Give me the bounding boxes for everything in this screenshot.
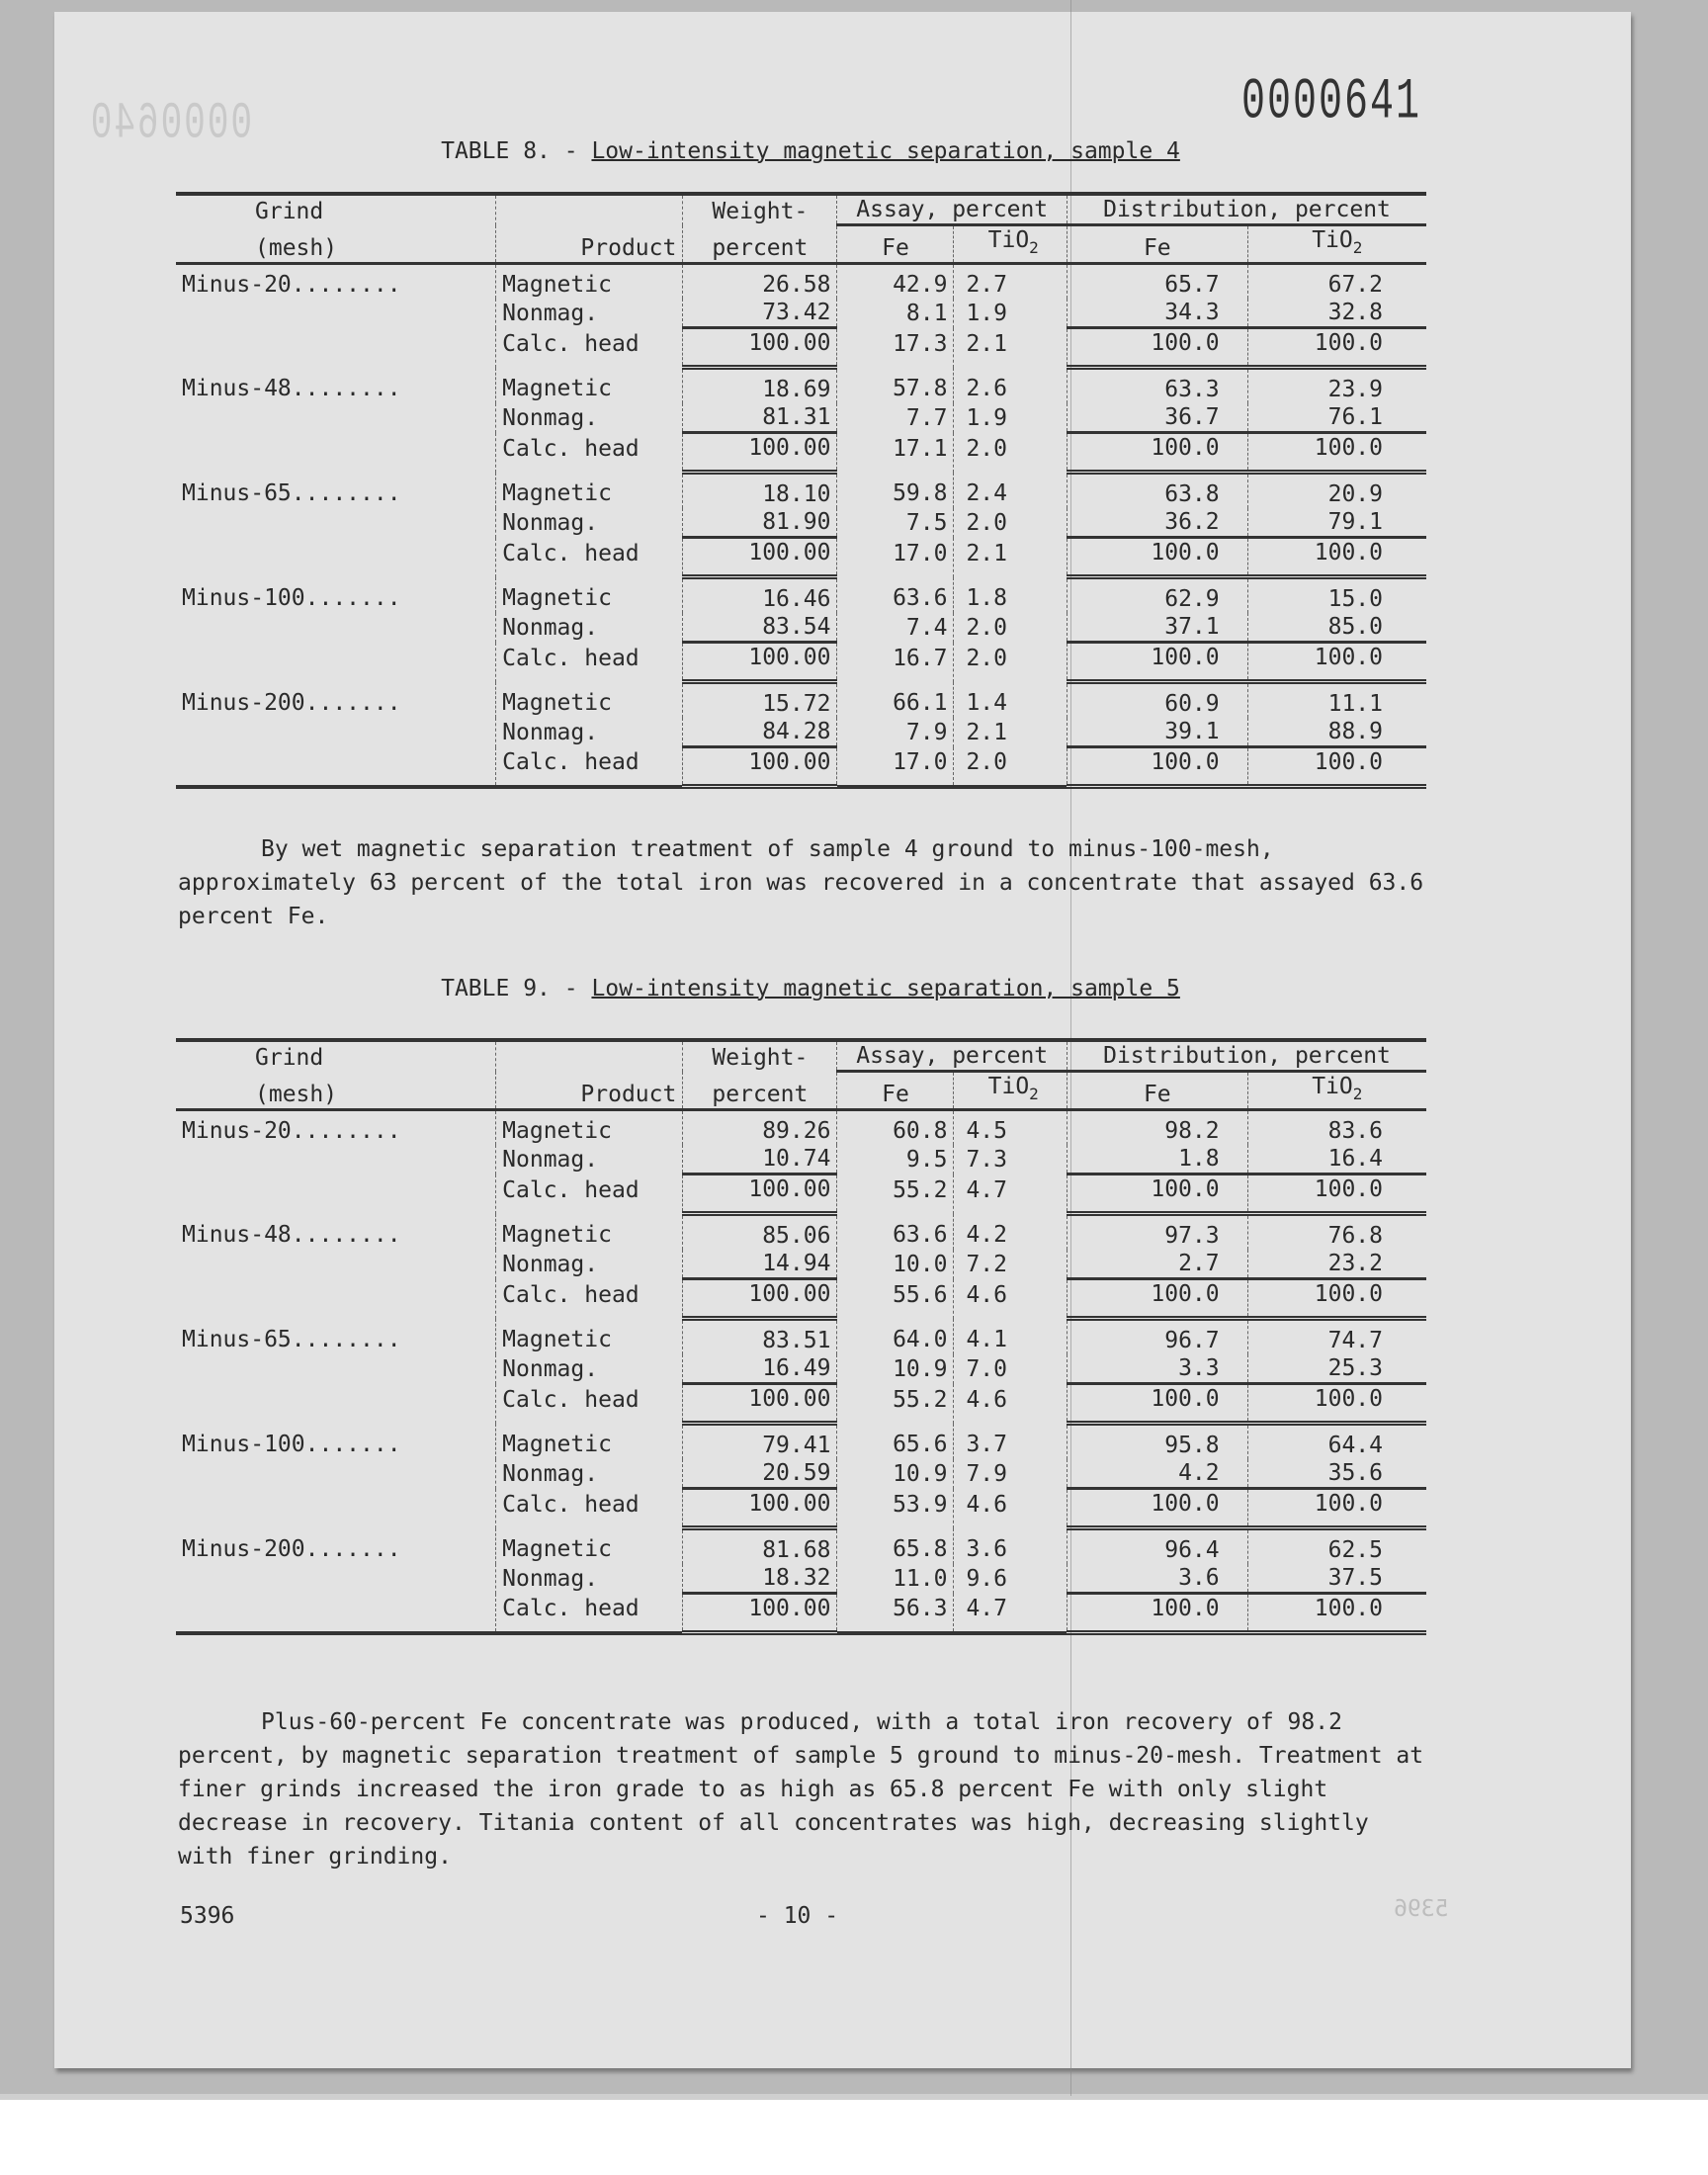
table-row (176, 613, 1426, 643)
weight-percent-cell: 26.58 (683, 264, 837, 300)
distribution-tio2-cell: 11.1 (1247, 682, 1426, 719)
distribution-fe-cell: 65.7 (1068, 264, 1248, 300)
product-cell: Calc. head (496, 643, 683, 682)
product-cell: Nonmag. (496, 1354, 683, 1384)
table8-caption: Low-intensity magnetic separation, sample 4 (591, 138, 1180, 164)
table-row (176, 1564, 1426, 1594)
distribution-fe-cell: 36.2 (1068, 508, 1248, 538)
grind-cell: Minus-20........ (182, 272, 401, 298)
distribution-tio2-cell: 37.5 (1247, 1564, 1426, 1594)
distribution-fe-cell: 3.3 (1068, 1354, 1248, 1384)
product-cell: Magnetic (496, 1110, 683, 1146)
assay-tio2-cell: 3.7 (954, 1424, 1068, 1460)
table-row (176, 1424, 1426, 1460)
assay-fe-cell: 11.0 (837, 1564, 954, 1594)
table-row (176, 1319, 1426, 1355)
assay-fe-cell: 57.8 (837, 368, 954, 404)
assay-fe-cell: 63.6 (837, 577, 954, 614)
table-row (176, 264, 1426, 300)
table-row (176, 1174, 1426, 1214)
header-dist-tio2 (1247, 225, 1426, 264)
distribution-fe-cell: 100.0 (1068, 1174, 1248, 1214)
distribution-tio2-cell: 88.9 (1247, 718, 1426, 747)
assay-tio2-cell: 7.0 (954, 1354, 1068, 1384)
grind-cell: Minus-65........ (182, 1326, 401, 1352)
product-cell: Calc. head (496, 1384, 683, 1424)
assay-fe-cell: 8.1 (837, 299, 954, 328)
paragraph-sample4 (178, 832, 1433, 933)
header-grind: Grind (255, 1044, 324, 1071)
assay-fe-cell: 7.5 (837, 508, 954, 538)
assay-tio2-cell: 3.6 (954, 1528, 1068, 1565)
distribution-fe-cell: 39.1 (1068, 718, 1248, 747)
product-cell: Calc. head (496, 328, 683, 368)
distribution-tio2-cell: 32.8 (1247, 299, 1426, 328)
header-product: Product (496, 225, 683, 264)
assay-fe-cell: 9.5 (837, 1145, 954, 1174)
distribution-fe-cell: 95.8 (1068, 1424, 1248, 1460)
assay-fe-cell: 55.2 (837, 1384, 954, 1424)
assay-tio2-cell: 1.4 (954, 682, 1068, 719)
distribution-fe-cell: 63.8 (1068, 473, 1248, 509)
assay-tio2-cell: 4.7 (954, 1594, 1068, 1633)
distribution-fe-cell: 96.7 (1068, 1319, 1248, 1355)
table-row (176, 368, 1426, 404)
product-cell: Calc. head (496, 747, 683, 787)
distribution-fe-cell: 100.0 (1068, 328, 1248, 368)
assay-tio2-cell: 4.6 (954, 1384, 1068, 1424)
product-cell: Nonmag. (496, 613, 683, 643)
distribution-tio2-cell: 100.0 (1247, 1594, 1426, 1633)
subscript: 2 (1352, 238, 1363, 257)
assay-tio2-cell: 1.9 (954, 299, 1068, 328)
header-assay-tio2 (954, 1072, 1068, 1110)
paragraph-sample5-text: Plus-60-percent Fe concentrate was produced, with a total iron recovery of 98.2 percent, by magnetic separation treatment of sample 5 ground to minus-20-mesh. Treatment at finer grinds increased the iron grade to as high as 65.8 percent Fe with only slight decrease in recovery. Titania content of all concentrates was high, decreasing slightly with finer grinding. (178, 1709, 1424, 1870)
header-grind: Grind (255, 198, 324, 224)
header-weight-percent: percent (683, 225, 837, 264)
header-grind-unit: (mesh) (176, 225, 496, 264)
table-row (176, 1594, 1426, 1633)
tio2-label: TiO (987, 227, 1030, 253)
assay-fe-cell: 64.0 (837, 1319, 954, 1355)
assay-fe-cell: 42.9 (837, 264, 954, 300)
distribution-tio2-cell: 76.8 (1247, 1214, 1426, 1251)
header-distribution: Distribution, percent (1068, 194, 1427, 225)
assay-tio2-cell: 9.6 (954, 1564, 1068, 1594)
distribution-tio2-cell: 100.0 (1247, 328, 1426, 368)
assay-fe-cell: 65.6 (837, 1424, 954, 1460)
weight-percent-cell: 100.00 (683, 747, 837, 787)
assay-tio2-cell: 7.9 (954, 1459, 1068, 1489)
product-cell: Nonmag. (496, 299, 683, 328)
product-cell: Magnetic (496, 473, 683, 509)
distribution-tio2-cell: 62.5 (1247, 1528, 1426, 1565)
distribution-tio2-cell: 100.0 (1247, 538, 1426, 577)
assay-tio2-cell: 4.6 (954, 1489, 1068, 1528)
weight-percent-cell: 100.00 (683, 1489, 837, 1528)
assay-tio2-cell: 7.2 (954, 1250, 1068, 1279)
subscript: 2 (1352, 1085, 1363, 1103)
header-dist-fe: Fe (1068, 225, 1248, 264)
distribution-fe-cell: 63.3 (1068, 368, 1248, 404)
weight-percent-cell: 10.74 (683, 1145, 837, 1174)
table-row (176, 577, 1426, 614)
weight-percent-cell: 14.94 (683, 1250, 837, 1279)
paragraph-sample5 (178, 1705, 1433, 1873)
distribution-tio2-cell: 20.9 (1247, 473, 1426, 509)
product-cell: Nonmag. (496, 1250, 683, 1279)
assay-fe-cell: 66.1 (837, 682, 954, 719)
assay-fe-cell: 60.8 (837, 1110, 954, 1146)
header-assay-fe: Fe (837, 225, 954, 264)
assay-tio2-cell: 2.0 (954, 643, 1068, 682)
assay-fe-cell: 17.0 (837, 538, 954, 577)
table-row (176, 508, 1426, 538)
table-row (176, 403, 1426, 433)
assay-tio2-cell: 4.5 (954, 1110, 1068, 1146)
weight-percent-cell: 100.00 (683, 328, 837, 368)
table-row (176, 1459, 1426, 1489)
assay-tio2-cell: 2.0 (954, 613, 1068, 643)
table-row (176, 473, 1426, 509)
weight-percent-cell: 84.28 (683, 718, 837, 747)
distribution-fe-cell: 62.9 (1068, 577, 1248, 614)
header-weight: Weight- (683, 1040, 837, 1072)
header-dist-fe: Fe (1068, 1072, 1248, 1110)
distribution-fe-cell: 100.0 (1068, 1489, 1248, 1528)
grind-cell: Minus-48........ (182, 375, 401, 401)
header-assay-fe: Fe (837, 1072, 954, 1110)
product-cell: Nonmag. (496, 403, 683, 433)
document-number: 0000641 (1240, 71, 1421, 136)
weight-percent-cell: 83.54 (683, 613, 837, 643)
distribution-fe-cell: 3.6 (1068, 1564, 1248, 1594)
product-cell: Nonmag. (496, 1564, 683, 1594)
weight-percent-cell: 16.49 (683, 1354, 837, 1384)
product-cell: Nonmag. (496, 1459, 683, 1489)
assay-tio2-cell: 7.3 (954, 1145, 1068, 1174)
assay-fe-cell: 7.7 (837, 403, 954, 433)
assay-fe-cell: 55.6 (837, 1279, 954, 1319)
distribution-tio2-cell: 100.0 (1247, 1279, 1426, 1319)
product-cell: Magnetic (496, 682, 683, 719)
product-cell: Magnetic (496, 368, 683, 404)
assay-tio2-cell: 2.0 (954, 508, 1068, 538)
assay-fe-cell: 10.9 (837, 1354, 954, 1384)
product-cell: Calc. head (496, 433, 683, 473)
assay-tio2-cell: 2.1 (954, 538, 1068, 577)
distribution-tio2-cell: 100.0 (1247, 1384, 1426, 1424)
product-cell: Nonmag. (496, 508, 683, 538)
header-assay: Assay, percent (837, 194, 1068, 225)
distribution-fe-cell: 60.9 (1068, 682, 1248, 719)
weight-percent-cell: 100.00 (683, 1279, 837, 1319)
distribution-fe-cell: 4.2 (1068, 1459, 1248, 1489)
weight-percent-cell: 81.90 (683, 508, 837, 538)
weight-percent-cell: 100.00 (683, 538, 837, 577)
assay-tio2-cell: 2.1 (954, 718, 1068, 747)
assay-fe-cell: 7.4 (837, 613, 954, 643)
distribution-tio2-cell: 100.0 (1247, 643, 1426, 682)
tio2-label: TiO (1312, 1074, 1353, 1099)
assay-fe-cell: 56.3 (837, 1594, 954, 1633)
weight-percent-cell: 89.26 (683, 1110, 837, 1146)
table9-title (178, 976, 1443, 1001)
bleed-through-document-number: 0000640 (88, 94, 252, 153)
assay-tio2-cell: 2.6 (954, 368, 1068, 404)
weight-percent-cell: 18.32 (683, 1564, 837, 1594)
assay-fe-cell: 10.9 (837, 1459, 954, 1489)
subscript: 2 (1029, 1085, 1039, 1103)
weight-percent-cell: 83.51 (683, 1319, 837, 1355)
weight-percent-cell: 100.00 (683, 1594, 837, 1633)
weight-percent-cell: 100.00 (683, 1384, 837, 1424)
product-cell: Magnetic (496, 264, 683, 300)
weight-percent-cell: 15.72 (683, 682, 837, 719)
table-row (176, 1145, 1426, 1174)
weight-percent-cell: 73.42 (683, 299, 837, 328)
header-weight-percent: percent (683, 1072, 837, 1110)
table8-label: TABLE 8. - (441, 138, 578, 164)
distribution-tio2-cell: 74.7 (1247, 1319, 1426, 1355)
table-row (176, 747, 1426, 787)
table-row (176, 1110, 1426, 1146)
distribution-fe-cell: 100.0 (1068, 747, 1248, 787)
product-cell: Calc. head (496, 1489, 683, 1528)
assay-tio2-cell: 2.1 (954, 328, 1068, 368)
distribution-fe-cell: 34.3 (1068, 299, 1248, 328)
distribution-tio2-cell: 64.4 (1247, 1424, 1426, 1460)
distribution-fe-cell: 100.0 (1068, 1384, 1248, 1424)
assay-fe-cell: 53.9 (837, 1489, 954, 1528)
table-row (176, 718, 1426, 747)
bleed-through-report-number: 5396 (1394, 1896, 1449, 1922)
table9-label: TABLE 9. - (441, 976, 578, 1001)
assay-fe-cell: 17.1 (837, 433, 954, 473)
report-number: 5396 (180, 1903, 235, 1929)
grind-cell: Minus-20........ (182, 1118, 401, 1144)
weight-percent-cell: 16.46 (683, 577, 837, 614)
distribution-tio2-cell: 67.2 (1247, 264, 1426, 300)
table-row (176, 328, 1426, 368)
distribution-tio2-cell: 35.6 (1247, 1459, 1426, 1489)
header-grind-unit: (mesh) (176, 1072, 496, 1110)
distribution-tio2-cell: 100.0 (1247, 747, 1426, 787)
distribution-tio2-cell: 85.0 (1247, 613, 1426, 643)
table-row (176, 538, 1426, 577)
distribution-fe-cell: 96.4 (1068, 1528, 1248, 1565)
paragraph-sample4-text: By wet magnetic separation treatment of sample 4 ground to minus-100-mesh, approximately 63 percent of the total iron was recovered in a concentrate that assayed 63.6 percent Fe. (178, 836, 1424, 929)
distribution-fe-cell: 100.0 (1068, 433, 1248, 473)
product-cell: Nonmag. (496, 1145, 683, 1174)
page-number: - 10 - (756, 1903, 839, 1929)
distribution-tio2-cell: 15.0 (1247, 577, 1426, 614)
assay-tio2-cell: 4.6 (954, 1279, 1068, 1319)
table-row (176, 682, 1426, 719)
weight-percent-cell: 81.31 (683, 403, 837, 433)
assay-tio2-cell: 1.8 (954, 577, 1068, 614)
assay-fe-cell: 16.7 (837, 643, 954, 682)
subscript: 2 (1029, 238, 1039, 257)
assay-tio2-cell: 1.9 (954, 403, 1068, 433)
table-row (176, 299, 1426, 328)
table-row (176, 1279, 1426, 1319)
weight-percent-cell: 100.00 (683, 643, 837, 682)
table-row (176, 1214, 1426, 1251)
weight-percent-cell: 79.41 (683, 1424, 837, 1460)
table8-title (178, 138, 1443, 164)
weight-percent-cell: 20.59 (683, 1459, 837, 1489)
assay-fe-cell: 55.2 (837, 1174, 954, 1214)
header-weight: Weight- (683, 194, 837, 225)
distribution-tio2-cell: 100.0 (1247, 433, 1426, 473)
product-cell: Magnetic (496, 1214, 683, 1251)
assay-fe-cell: 63.6 (837, 1214, 954, 1251)
tio2-label: TiO (987, 1074, 1030, 1099)
assay-fe-cell: 17.0 (837, 747, 954, 787)
table-row (176, 1250, 1426, 1279)
table9-caption: Low-intensity magnetic separation, sample 5 (591, 976, 1180, 1001)
grind-cell: Minus-65........ (182, 479, 401, 506)
distribution-fe-cell: 100.0 (1068, 1594, 1248, 1633)
table-row (176, 433, 1426, 473)
header-dist-tio2 (1247, 1072, 1426, 1110)
distribution-fe-cell: 2.7 (1068, 1250, 1248, 1279)
assay-tio2-cell: 4.1 (954, 1319, 1068, 1355)
distribution-tio2-cell: 83.6 (1247, 1110, 1426, 1146)
assay-fe-cell: 65.8 (837, 1528, 954, 1565)
table9 (176, 1038, 1426, 1635)
distribution-tio2-cell: 100.0 (1247, 1489, 1426, 1528)
distribution-tio2-cell: 100.0 (1247, 1174, 1426, 1214)
distribution-fe-cell: 97.3 (1068, 1214, 1248, 1251)
assay-fe-cell: 10.0 (837, 1250, 954, 1279)
product-cell: Magnetic (496, 577, 683, 614)
grind-cell: Minus-200....... (182, 689, 401, 716)
assay-fe-cell: 7.9 (837, 718, 954, 747)
assay-tio2-cell: 2.0 (954, 433, 1068, 473)
distribution-fe-cell: 1.8 (1068, 1145, 1248, 1174)
table-row (176, 1354, 1426, 1384)
product-cell: Calc. head (496, 1174, 683, 1214)
assay-tio2-cell: 4.7 (954, 1174, 1068, 1214)
grind-cell: Minus-100....... (182, 1431, 401, 1457)
assay-tio2-cell: 4.2 (954, 1214, 1068, 1251)
header-assay-tio2 (954, 225, 1068, 264)
distribution-tio2-cell: 25.3 (1247, 1354, 1426, 1384)
assay-fe-cell: 59.8 (837, 473, 954, 509)
weight-percent-cell: 18.69 (683, 368, 837, 404)
distribution-fe-cell: 100.0 (1068, 643, 1248, 682)
table-row (176, 1384, 1426, 1424)
scanner-edge (0, 2094, 1708, 2100)
distribution-tio2-cell: 23.9 (1247, 368, 1426, 404)
distribution-tio2-cell: 76.1 (1247, 403, 1426, 433)
weight-percent-cell: 18.10 (683, 473, 837, 509)
weight-percent-cell: 100.00 (683, 433, 837, 473)
product-cell: Magnetic (496, 1319, 683, 1355)
distribution-tio2-cell: 79.1 (1247, 508, 1426, 538)
product-cell: Calc. head (496, 1594, 683, 1633)
header-product: Product (496, 1072, 683, 1110)
table-row (176, 1489, 1426, 1528)
table-row (176, 643, 1426, 682)
weight-percent-cell: 85.06 (683, 1214, 837, 1251)
distribution-fe-cell: 98.2 (1068, 1110, 1248, 1146)
assay-tio2-cell: 2.7 (954, 264, 1068, 300)
product-cell: Magnetic (496, 1424, 683, 1460)
assay-tio2-cell: 2.4 (954, 473, 1068, 509)
table8 (176, 192, 1426, 789)
distribution-fe-cell: 37.1 (1068, 613, 1248, 643)
grind-cell: Minus-100....... (182, 584, 401, 611)
table-row (176, 1528, 1426, 1565)
distribution-tio2-cell: 16.4 (1247, 1145, 1426, 1174)
tio2-label: TiO (1312, 227, 1353, 253)
distribution-tio2-cell: 23.2 (1247, 1250, 1426, 1279)
product-cell: Calc. head (496, 538, 683, 577)
product-cell: Magnetic (496, 1528, 683, 1565)
distribution-fe-cell: 100.0 (1068, 1279, 1248, 1319)
header-assay: Assay, percent (837, 1040, 1068, 1072)
distribution-fe-cell: 36.7 (1068, 403, 1248, 433)
header-distribution: Distribution, percent (1068, 1040, 1427, 1072)
product-cell: Calc. head (496, 1279, 683, 1319)
weight-percent-cell: 100.00 (683, 1174, 837, 1214)
assay-fe-cell: 17.3 (837, 328, 954, 368)
weight-percent-cell: 81.68 (683, 1528, 837, 1565)
distribution-fe-cell: 100.0 (1068, 538, 1248, 577)
assay-tio2-cell: 2.0 (954, 747, 1068, 787)
grind-cell: Minus-48........ (182, 1221, 401, 1248)
product-cell: Nonmag. (496, 718, 683, 747)
grind-cell: Minus-200....... (182, 1535, 401, 1562)
